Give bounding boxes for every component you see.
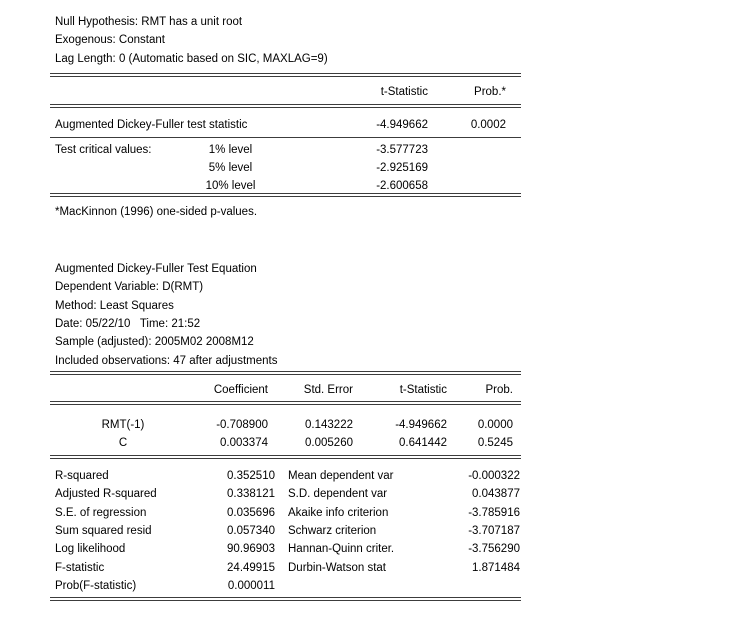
variable-name: C bbox=[118, 437, 128, 449]
level-5pct-label: 5% level bbox=[208, 162, 253, 174]
stats-row bbox=[50, 577, 521, 595]
adf-statistic-row bbox=[50, 116, 521, 134]
stat-label: F-statistic bbox=[55, 562, 105, 574]
table2-header-prob: Prob. bbox=[485, 384, 513, 396]
prob-value: 0.0000 bbox=[477, 419, 513, 431]
stat-label: Hannan-Quinn criter. bbox=[288, 543, 395, 555]
stat-value: 0.000011 bbox=[227, 580, 275, 592]
coefficient-value: -0.708900 bbox=[216, 419, 268, 431]
variable-name: RMT(-1) bbox=[101, 419, 145, 431]
stat-label: Log likelihood bbox=[55, 543, 126, 555]
stat-value: 0.043877 bbox=[472, 488, 520, 500]
t-statistic-value: 0.641442 bbox=[399, 437, 447, 449]
coefficient-row-c bbox=[50, 434, 521, 452]
adf-statistic-label: Augmented Dickey-Fuller test statistic bbox=[55, 119, 248, 131]
stat-value: -3.756290 bbox=[468, 543, 520, 555]
level-1pct-value: -3.577723 bbox=[376, 144, 428, 156]
stat-label: S.E. of regression bbox=[55, 507, 147, 519]
equation-title-line: Augmented Dickey-Fuller Test Equation bbox=[55, 263, 257, 275]
table1-mid-rule bbox=[50, 137, 521, 138]
stat-value: 0.035696 bbox=[227, 507, 275, 519]
table1-header-rule bbox=[50, 104, 521, 108]
adf-statistic-value: -4.949662 bbox=[376, 119, 428, 131]
sample-line: Sample (adjusted): 2005M02 2008M12 bbox=[55, 336, 254, 348]
mackinnon-footnote: *MacKinnon (1996) one-sided p-values. bbox=[55, 206, 258, 218]
null-hypothesis-line: Null Hypothesis: RMT has a unit root bbox=[55, 16, 243, 28]
table2-header-row bbox=[50, 381, 521, 399]
stats-row bbox=[50, 540, 521, 558]
std-error-value: 0.005260 bbox=[305, 437, 353, 449]
coefficient-row-rmt bbox=[50, 416, 521, 434]
stat-value: -3.707187 bbox=[468, 525, 520, 537]
stat-value: -0.000322 bbox=[468, 470, 520, 482]
critical-value-row-5pct bbox=[50, 159, 521, 177]
stat-value: 90.96903 bbox=[227, 543, 275, 555]
stats-row bbox=[50, 485, 521, 503]
dependent-var-line: Dependent Variable: D(RMT) bbox=[55, 281, 204, 293]
critical-value-row-1pct bbox=[50, 141, 521, 159]
stat-label: Adjusted R-squared bbox=[55, 488, 157, 500]
coefficient-value: 0.003374 bbox=[220, 437, 268, 449]
lag-length-line: Lag Length: 0 (Automatic based on SIC, MAXLAG=9) bbox=[55, 53, 328, 65]
stat-label: Akaike info criterion bbox=[288, 507, 389, 519]
adf-statistic-prob: 0.0002 bbox=[470, 119, 506, 131]
method-line: Method: Least Squares bbox=[55, 300, 174, 312]
stat-value: -3.785916 bbox=[468, 507, 520, 519]
stat-value: 0.338121 bbox=[227, 488, 275, 500]
table1-header-t-statistic: t-Statistic bbox=[380, 86, 428, 98]
stat-value: 0.057340 bbox=[227, 525, 275, 537]
table1-header-row bbox=[50, 83, 521, 101]
observations-line: Included observations: 47 after adjustments bbox=[55, 355, 278, 367]
table1-header-prob: Prob.* bbox=[474, 86, 506, 98]
table1-top-rule bbox=[50, 73, 521, 77]
level-5pct-value: -2.925169 bbox=[376, 162, 428, 174]
std-error-value: 0.143222 bbox=[305, 419, 353, 431]
date-time-line: Date: 05/22/10 Time: 21:52 bbox=[55, 318, 201, 330]
prob-value: 0.5245 bbox=[477, 437, 513, 449]
stat-value: 0.352510 bbox=[227, 470, 275, 482]
stat-label: Prob(F-statistic) bbox=[55, 580, 137, 592]
stats-row bbox=[50, 467, 521, 485]
table1-bottom-rule bbox=[50, 193, 521, 197]
table2-top-rule bbox=[50, 371, 521, 375]
stats-row bbox=[50, 559, 521, 577]
table2-mid-rule bbox=[50, 455, 521, 459]
table2-bottom-rule bbox=[50, 597, 521, 601]
stat-label: Mean dependent var bbox=[288, 470, 394, 482]
stat-label: Schwarz criterion bbox=[288, 525, 377, 537]
table2-header-rule bbox=[50, 401, 521, 405]
stat-label: Sum squared resid bbox=[55, 525, 152, 537]
level-10pct-value: -2.600658 bbox=[376, 180, 428, 192]
stat-value: 1.871484 bbox=[472, 562, 520, 574]
stats-row bbox=[50, 504, 521, 522]
stats-row bbox=[50, 522, 521, 540]
table2-header-t-statistic: t-Statistic bbox=[399, 384, 447, 396]
adf-test-report bbox=[50, 0, 521, 624]
stat-label: S.D. dependent var bbox=[288, 488, 388, 500]
critical-values-label: Test critical values: bbox=[55, 144, 152, 156]
level-10pct-label: 10% level bbox=[205, 180, 256, 192]
exogenous-line: Exogenous: Constant bbox=[55, 34, 165, 46]
level-1pct-label: 1% level bbox=[208, 144, 253, 156]
t-statistic-value: -4.949662 bbox=[395, 419, 447, 431]
stat-value: 24.49915 bbox=[227, 562, 275, 574]
table2-header-std-error: Std. Error bbox=[303, 384, 353, 396]
table2-header-coefficient: Coefficient bbox=[213, 384, 268, 396]
stat-label: R-squared bbox=[55, 470, 109, 482]
stat-label: Durbin-Watson stat bbox=[288, 562, 386, 574]
